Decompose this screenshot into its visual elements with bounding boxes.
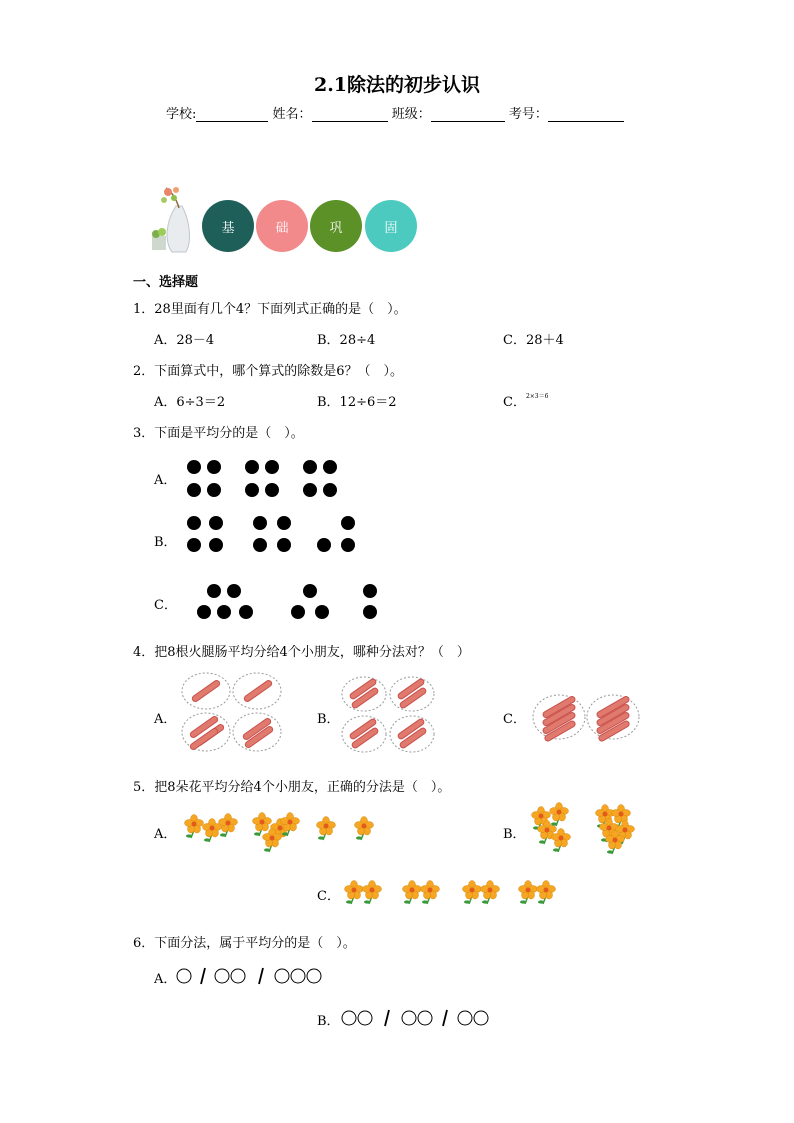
q2-stem: 2．下面算式中，哪个算式的除数是6？（ ）。 [133,364,404,379]
student-info-line [166,103,624,122]
q2-option-c-expr: 2×3＝6 [525,393,549,400]
q3-a-dots [187,460,337,497]
q5-c-flowers [340,874,570,908]
name-blank[interactable] [312,107,388,122]
q6-a-circles [172,964,337,988]
q5-a-flowers [180,808,390,853]
exam-no-label: 考号： [508,107,548,122]
banner-char-2: 础 [256,200,308,252]
q1-option-b[interactable]: B．28÷4 [317,333,376,348]
vase-plant-icon [146,186,196,256]
q5-stem: 5．把8朵花平均分给4个小朋友，正确的分法是（ ）。 [133,780,451,795]
page-title: 2.1除法的初步认识 [313,74,481,96]
q4-b-sausage-groups [340,675,440,755]
q5-option-b[interactable]: B． [503,827,526,842]
q1-option-c[interactable]: C．28＋4 [503,333,564,348]
q3-dots-figure [180,455,380,625]
q4-option-b[interactable]: B． [317,712,340,727]
q1-option-a[interactable]: A．28－4 [154,333,215,348]
class-label: 班级： [391,107,431,122]
q5-option-c[interactable]: C． [317,889,340,904]
q1-stem: 1．28里面有几个4？下面列式正确的是（ ）。 [133,302,407,317]
q3-b-dots [187,516,355,552]
q4-stem: 4．把8根火腿肠平均分给4个小朋友，哪种分法对？（ ） [133,645,470,660]
school-blank[interactable] [196,107,268,122]
q6-stem: 6．下面分法，属于平均分的是（ ）。 [133,936,356,951]
q6-b-circles [337,1006,497,1030]
section-heading: 一、选择题 [133,275,199,290]
q5-option-a[interactable]: A． [154,827,177,842]
q4-a-sausage-groups [180,672,284,754]
q3-option-c[interactable]: C． [154,598,177,613]
q4-c-sausage-groups [531,692,641,742]
q3-stem: 3．下面是平均分的是（ ）。 [133,426,304,441]
q4-option-a[interactable]: A． [154,712,177,727]
q2-option-b[interactable]: B．12÷6＝2 [317,395,397,410]
banner-char-4: 固 [365,200,417,252]
q2-option-a[interactable]: A．6÷3＝2 [154,395,226,410]
class-blank[interactable] [431,107,505,122]
q5-b-flowers [525,800,645,855]
q6-option-b-label: B． [317,1014,340,1029]
q6-option-a-label: A． [154,972,177,987]
q3-option-a[interactable]: A． [154,473,177,488]
name-label: 姓名： [272,107,312,122]
school-label: 学校: [166,107,197,122]
q3-option-b[interactable]: B． [154,535,177,550]
banner-char-1: 基 [202,200,254,252]
exam-no-blank[interactable] [548,107,624,122]
q2-option-c[interactable] [503,391,548,410]
q3-c-dots [197,584,380,619]
banner-char-3: 巩 [310,200,362,252]
q4-option-c[interactable]: C． [503,712,526,727]
q2-option-c-label: C． [503,395,526,410]
